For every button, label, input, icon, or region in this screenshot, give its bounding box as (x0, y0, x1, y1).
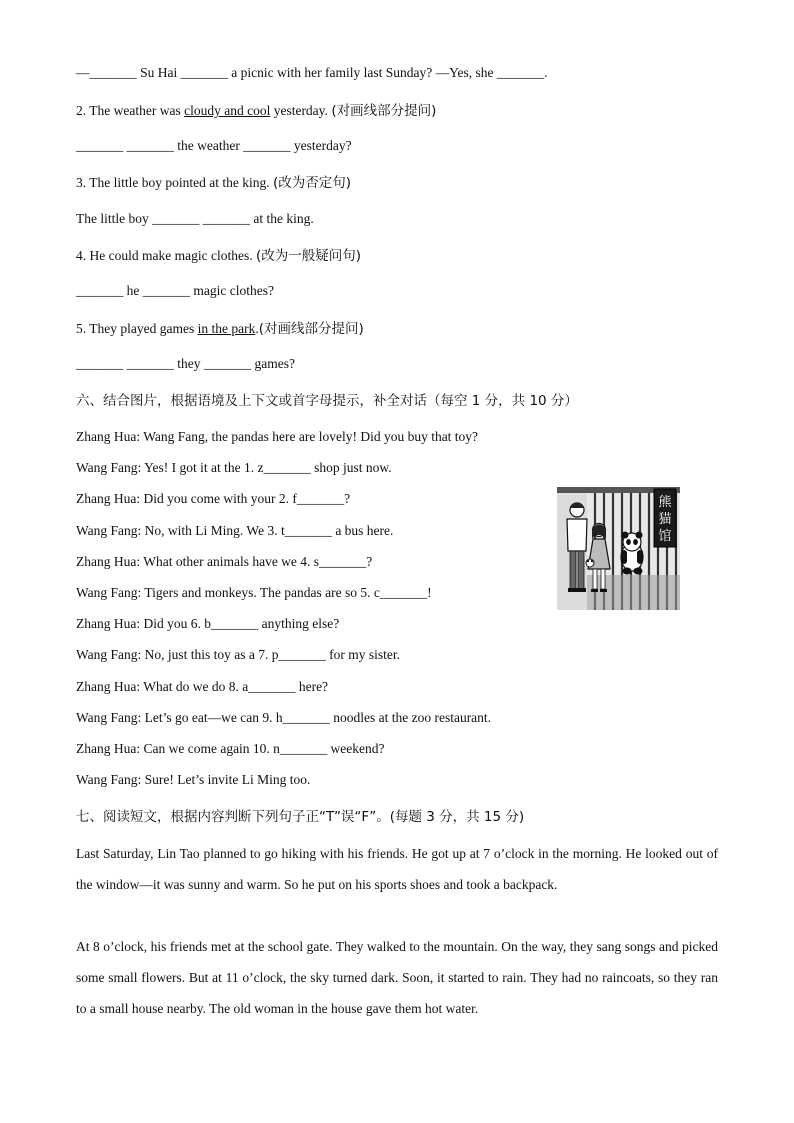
item3-prompt (76, 174, 351, 192)
dialogue-line: Zhang Hua: Did you 6. b_______ anything else? (76, 616, 340, 631)
item2-suffix: yesterday. (270, 103, 332, 118)
reading-paragraph-2: At 8 o’clock, his friends met at the school gate. They walked to the mountain. On the way, they sang songs and picked some small flowers. But at 11 o’clock, the sky turned dark. Soon, it started to rain. They had no raincoats, so they ran to a small house nearby. The old woman in the house gave them hot water. (76, 939, 718, 1017)
sign-char: 猫 (658, 512, 672, 527)
dialogue-line: Zhang Hua: Can we come again 10. n_______ weekend? (76, 741, 385, 756)
item3-text: 3. The little boy pointed at the king. (76, 175, 273, 190)
item4-answer-line: _______ he _______ magic clothes? (76, 283, 274, 298)
item5-instruction: (对画线部分提问) (258, 321, 364, 337)
item4-prompt (76, 247, 361, 265)
dialogue-line: Wang Fang: Yes! I got it at the 1. z_______ shop just now. (76, 460, 392, 475)
item1-answer-line: —_______ Su Hai _______ a picnic with her family last Sunday? —Yes, she _______. (76, 65, 548, 80)
panda-house-drawing (557, 487, 680, 610)
item5-prompt (76, 320, 364, 338)
section6-heading: 六、结合图片，根据语境及上下文或首字母提示，补全对话（每空 1 分，共 10 分） (76, 393, 578, 409)
item3-answer-line: The little boy _______ _______ at the king. (76, 211, 314, 226)
item3-instruction: (改为否定句) (272, 175, 352, 191)
sign-char: 馆 (658, 529, 672, 544)
dialogue-line: Zhang Hua: What do we do 8. a_______ here? (76, 679, 329, 694)
dialogue-line: Zhang Hua: Wang Fang, the pandas here are lovely! Did you buy that toy? (76, 429, 479, 444)
item5-underlined: in the park (197, 321, 256, 336)
item2-underlined: cloudy and cool (184, 103, 271, 118)
dialogue-line: Wang Fang: No, with Li Ming. We 3. t_______ a bus here. (76, 523, 394, 538)
dialogue-line: Zhang Hua: What other animals have we 4. s_______? (76, 554, 373, 569)
item5-suffix: . (255, 321, 259, 336)
dialogue-line: Zhang Hua: Did you come with your 2. f_______? (76, 491, 351, 506)
dialogue-line: Wang Fang: Let’s go eat—we can 9. h_______ noodles at the zoo restaurant. (76, 710, 492, 725)
dialogue-line: Wang Fang: Tigers and monkeys. The pandas are so 5. c_______! (76, 585, 432, 600)
dialogue-line: Wang Fang: Sure! Let’s invite Li Ming too. (76, 772, 311, 787)
item4-text: 4. He could make magic clothes. (76, 248, 256, 263)
item2-prefix: 2. The weather was (76, 103, 185, 118)
item5-answer-line: _______ _______ they _______ games? (76, 356, 295, 371)
sign-char: 熊 (658, 495, 672, 510)
dialogue-line: Wang Fang: No, just this toy as a 7. p_______ for my sister. (76, 647, 401, 662)
item2-prompt (76, 102, 436, 120)
item2-instruction: (对画线部分提问) (331, 103, 437, 119)
item5-prefix: 5. They played games (76, 321, 198, 336)
section7-heading: 七、阅读短文，根据内容判断下列句子正“T”误“F”。(每题 3 分，共 15 分) (76, 809, 525, 825)
item4-instruction: (改为一般疑问句) (255, 248, 361, 264)
reading-paragraph-1: Last Saturday, Lin Tao planned to go hiking with his friends. He got up at 7 o’clock in the morning. He looked out of the window—it was sunny and warm. So he put on his sports shoes and took a backpack. (76, 846, 718, 893)
panda-house-illustration (557, 487, 680, 610)
item2-answer-line: _______ _______ the weather _______ yesterday? (76, 138, 352, 153)
